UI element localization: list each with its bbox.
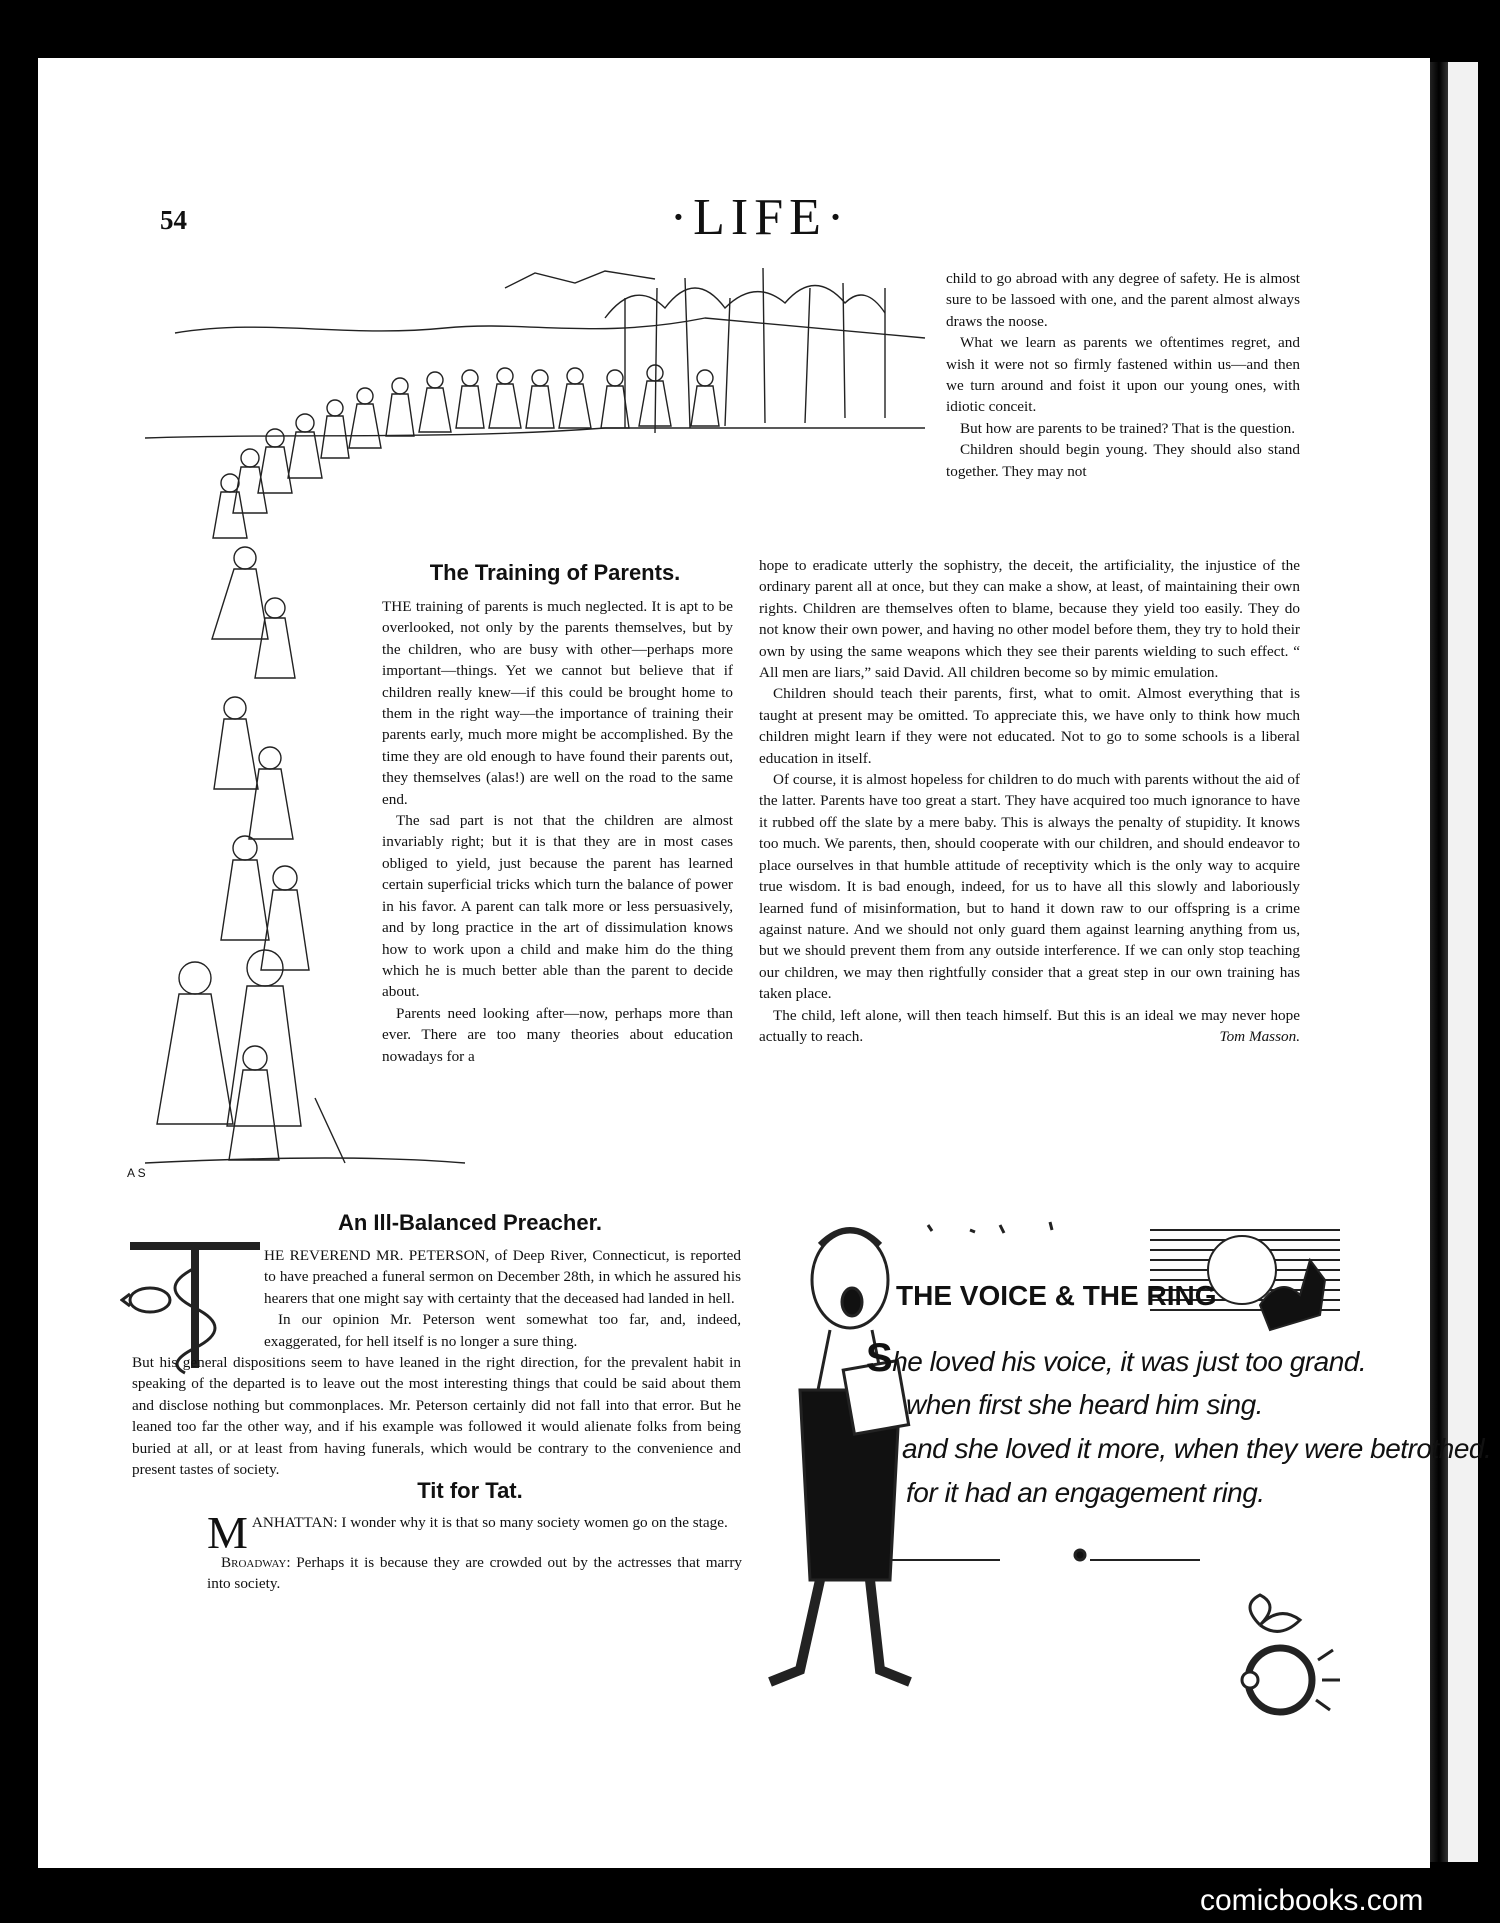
- paragraph: In our opinion Mr. Peterson went somewhat too far, and, indeed, exaggerated, for hell itself is no longer a sure thing.: [264, 1311, 741, 1350]
- paragraph: Children should teach their parents, first, what to omit. Almost everything that is taught at present may be omitted. To appreciate this, we have only to think how much children might learn if they were not educated. Not to go to some schools is a liberal education in itself.: [759, 685, 1300, 767]
- verse-line: when first she heard him sing.: [906, 1389, 1263, 1420]
- line-broadway: : Perhaps it is because they are crowded out by the actresses that marry into society.: [207, 1554, 742, 1593]
- trees-sketch: [605, 268, 885, 433]
- cartoon-title: THE VOICE & THE RING: [896, 1280, 1217, 1311]
- article-column-wide: [759, 555, 1300, 1047]
- line-manhattan: : I wonder why it is that so many society women go on the stage.: [333, 1514, 728, 1531]
- article-title-tit-for-tat: Tit for Tat.: [417, 1478, 523, 1503]
- paragraph: Children should begin young. They should also stand together. They may not: [946, 441, 1300, 480]
- article-body-preacher: [132, 1245, 741, 1480]
- page-number: 54: [160, 205, 187, 235]
- verse-line: for it had an engagement ring.: [906, 1477, 1265, 1508]
- paragraph: HE REVEREND MR. PETERSON, of Deep River, Connecticut, is reported to have preached a funeral sermon on December 28th, in which he assured his hearers that one might say with certainty that the deceased had landed in hell.: [264, 1247, 741, 1307]
- dialogue-line: [207, 1507, 742, 1558]
- speaker-broadway: Broadway: [221, 1554, 287, 1571]
- drop-cap-m: M: [207, 1507, 248, 1558]
- paragraph: But his general dispositions seem to have leaned in the right direction, for the prevalent habit in speaking of the departed is to leave out the most interesting things that could be said about them and disclose nothing but commonplaces. Mr. Peterson certainly did not fall into that error. But he leaned too far the other way, and if his example was followed it would alienate folks from being buried at all, or at least from having funerals, which would be contrary to the convenience and present tastes of society.: [132, 1354, 741, 1479]
- speaker-manhattan: ANHATTAN: [251, 1514, 334, 1531]
- paragraph: But how are parents to be trained? That is the question.: [960, 419, 1296, 437]
- cartoon-verse: [866, 1336, 1491, 1509]
- masthead: ·LIFE·: [669, 189, 851, 246]
- verse-line-text: he loved his voice, it was just too grand.: [892, 1346, 1367, 1377]
- paragraph: Of course, it is almost hopeless for children to do much with parents without the aid of the latter. Parents have too great a start. They have acquired too much ignorance to have it rubbed off the slate by a mere baby. This is always the penalty of stupidity. It knows too much. We parents, then, should cooperate with our children, and should endeavor to place ourselves in that humble attitude of receptivity which is the only way to acquire true wisdom. It is bad enough, indeed, for us to have all this slowly and laboriously learned fund of misinformation, but to hand it down raw to our offspring is a crime against nature. And we should not only guard them against learning anything from us, but we should prevent them from any outside interference. If we can only stop teaching our children, we may then rightfully consider that a great step in our own training has taken place.: [759, 771, 1300, 1003]
- watermark: comicbooks.com: [1200, 1884, 1424, 1917]
- dialogue-line: [207, 1552, 742, 1595]
- paragraph: child to go abroad with any degree of safety. He is almost sure to be lassoed with one, and the parent almost always draws the noose.: [946, 270, 1300, 330]
- paragraph: hope to eradicate utterly the sophistry, the deceit, the artificiality, the injustice of the ordinary parent all at once, but they can make a show, at least, of maintaining their own rights. Children are themselves often to blame, because they yield too easily. They do not know their own power, and having no other model before them, they try to hold their own by using the same weapons which they see their parents wielding to such effect. “ All men are liars,” said David. All children become so by mimic emulation.: [759, 557, 1300, 682]
- article-title-training: The Training of Parents.: [429, 560, 681, 585]
- illustration-credit: A S: [127, 1166, 146, 1180]
- paragraph: THE training of parents is much neglected. It is apt to be overlooked, not only by the parents themselves, but by the children, who are busy with other—perhaps more important—things. Yet we cannot but believe that if children really knew—if this could be brought home to them in the right way—the importance of training their parents early, much more might be accomplished. By the time they are old enough to have found their parents out, they themselves (alas!) are well on the road to the same end.: [382, 598, 733, 808]
- page-gutter: [1430, 62, 1448, 1862]
- paragraph: [759, 1005, 1300, 1048]
- article-body-tit-for-tat: [207, 1507, 742, 1595]
- drop-cap-s: S: [866, 1336, 893, 1380]
- paragraph: What we learn as parents we oftentimes regret, and wish it were not so firmly fastened within us—and then we turn around and foist it upon our young ones, with idiotic conceit.: [946, 334, 1300, 416]
- article-title-preacher: An Ill-Balanced Preacher.: [337, 1210, 603, 1235]
- article-column-right-top: [946, 268, 1300, 482]
- article-column-left: [382, 596, 733, 1067]
- engagement-ring-sketch: [890, 1550, 1340, 1712]
- paragraph: Parents need looking after—now, perhaps more than ever. There are too many theories about education nowadays for a: [382, 1004, 733, 1065]
- closing-text: The child, left alone, will then teach himself. But this is an ideal we may never hope actually to reach.: [759, 1006, 1300, 1045]
- next-page-edge: [1448, 62, 1478, 1862]
- verse-line: and she loved it more, when they were betrothed.: [902, 1433, 1492, 1464]
- paragraph: The sad part is not that the children are almost invariably right; but it is that they are in most cases obliged to yield, just because the parent has learned certain superficial tricks which turn the balance of power in his favor. A parent can talk more or less persuasively, and by long practice in the art of dissimulation knows how to work upon a child and make him do the thing which he is much better able than the parent to decide about.: [382, 812, 733, 1001]
- verse-line: [866, 1336, 1491, 1381]
- author-signature: Tom Masson.: [1219, 1027, 1300, 1045]
